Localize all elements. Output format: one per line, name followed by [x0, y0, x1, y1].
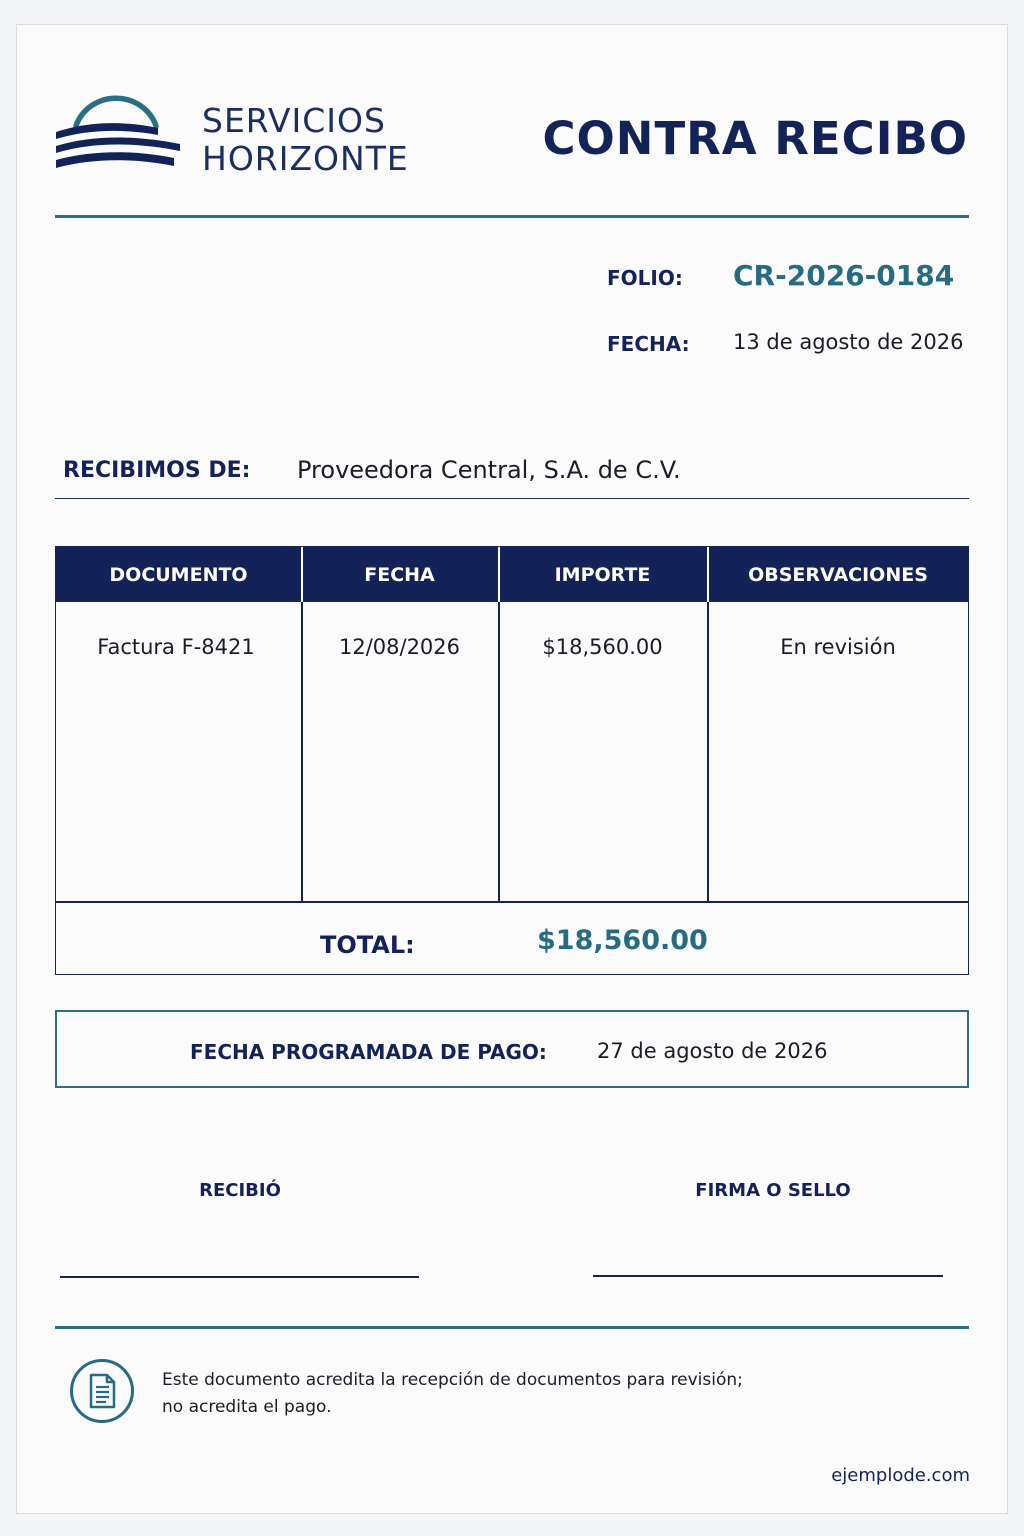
cell-importe: $18,560.00: [542, 635, 663, 659]
brand-line-2: HORIZONTE: [202, 139, 409, 178]
cell-fecha: 12/08/2026: [338, 635, 461, 659]
folio-label: FOLIO:: [607, 266, 683, 290]
documents-table: [55, 546, 969, 975]
brand-line-1: SERVICIOS: [202, 101, 386, 140]
payment-date-box: [55, 1010, 969, 1088]
horizon-logo-icon: [54, 88, 182, 176]
disclaimer-line-2: no acredita el pago.: [162, 1397, 332, 1417]
column-header-observaciones: OBSERVACIONES: [748, 564, 928, 586]
payment-date-label: FECHA PROGRAMADA DE PAGO:: [190, 1040, 547, 1064]
recibimos-underline: [55, 498, 969, 499]
recibio-label: RECIBIÓ: [199, 1180, 281, 1201]
recibio-signature-line: [60, 1276, 419, 1278]
footer-divider: [55, 1326, 969, 1329]
total-divider: [56, 901, 968, 903]
firma-sello-signature-line: [593, 1275, 943, 1277]
document-title: CONTRA RECIBO: [542, 112, 968, 165]
header-divider: [55, 215, 969, 218]
document-icon: [69, 1358, 135, 1424]
firma-sello-label: FIRMA O SELLO: [695, 1180, 851, 1201]
brand-name: [202, 102, 409, 178]
column-header-importe: IMPORTE: [554, 564, 651, 586]
total-value: $18,560.00: [537, 925, 708, 956]
fecha-value: 13 de agosto de 2026: [733, 330, 964, 354]
column-header-documento: DOCUMENTO: [109, 564, 248, 586]
table-header: [56, 547, 968, 602]
total-label: TOTAL:: [320, 931, 415, 959]
recibimos-value: Proveedora Central, S.A. de C.V.: [297, 456, 681, 484]
disclaimer-line-1: Este documento acredita la recepción de documentos para revisión;: [162, 1370, 743, 1390]
header-divider-line: [498, 547, 500, 602]
website-link[interactable]: ejemplode.com: [831, 1465, 970, 1486]
fecha-label: FECHA:: [607, 332, 690, 356]
disclaimer-note: [162, 1367, 802, 1421]
header-divider-line: [707, 547, 709, 602]
cell-documento: Factura F-8421: [97, 635, 255, 659]
column-header-fecha: FECHA: [364, 564, 435, 586]
header-divider-line: [301, 547, 303, 602]
folio-value: CR-2026-0184: [733, 259, 955, 292]
payment-date-value: 27 de agosto de 2026: [597, 1039, 828, 1063]
cell-observaciones: En revisión: [780, 635, 896, 659]
recibimos-label: RECIBIMOS DE:: [63, 458, 251, 483]
